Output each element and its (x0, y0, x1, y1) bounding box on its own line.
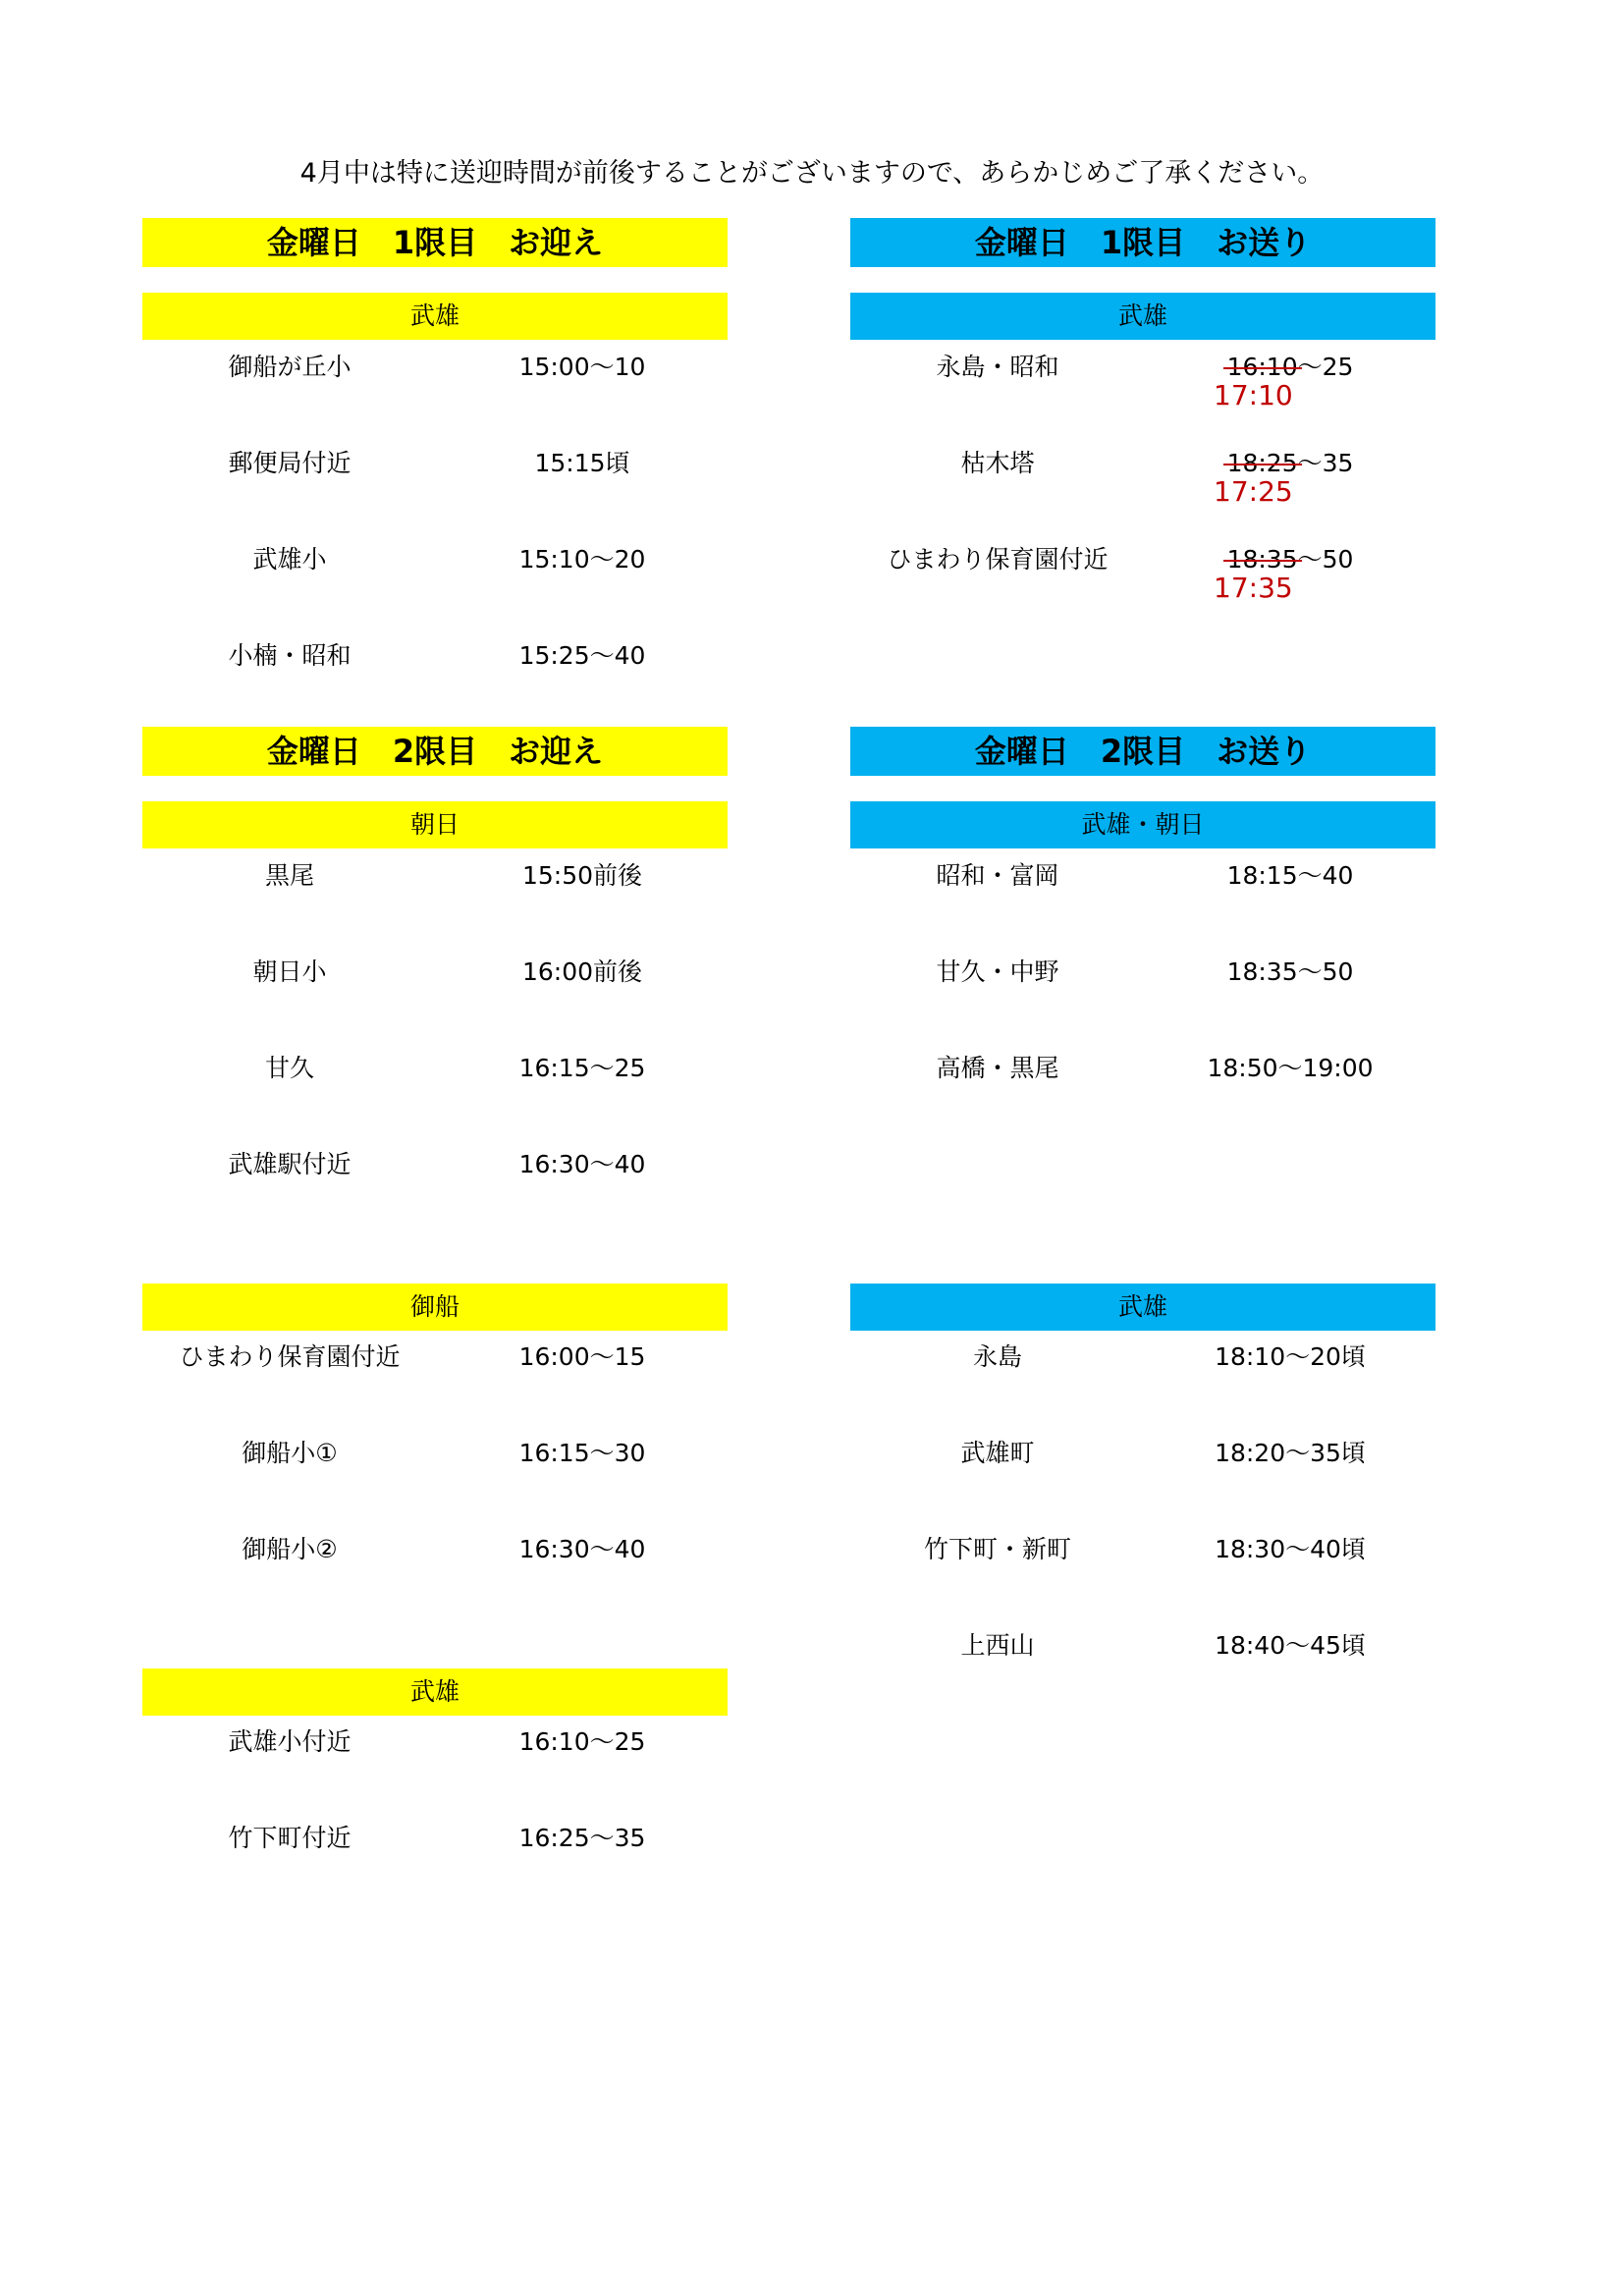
schedule-row (142, 444, 728, 483)
schedule-row (850, 856, 1435, 896)
stop-name: 御船小② (242, 1535, 338, 1563)
stop-name: ひまわり保育園付近 (887, 545, 1109, 574)
stop-name: 武雄駅付近 (228, 1150, 352, 1178)
stop-time: 18:40〜45頃 (1215, 1631, 1366, 1660)
schedule-row (850, 953, 1435, 992)
schedule-row (850, 1338, 1435, 1377)
schedule-row (850, 1049, 1435, 1088)
stop-time: 18:35〜50 (1226, 957, 1354, 986)
corrected-time: 17:35 (1214, 572, 1293, 604)
schedule-row (850, 444, 1435, 508)
stop-name: 武雄町 (960, 1439, 1035, 1467)
schedule-row (850, 348, 1435, 411)
stop-name: 武雄小付近 (228, 1727, 352, 1756)
schedule-row (850, 1530, 1435, 1569)
stop-name: 甘久・中野 (936, 957, 1059, 986)
period2-dropoff-area-takeo-asahi: 武雄・朝日 (850, 801, 1435, 848)
stop-time: 15:50前後 (521, 861, 643, 890)
schedule-row (850, 1434, 1435, 1473)
stop-name: 御船小① (242, 1439, 338, 1467)
schedule-row (142, 1145, 728, 1184)
stop-time: 15:25〜40 (518, 641, 646, 670)
stop-time: 16:00前後 (521, 957, 643, 986)
stop-name: 昭和・富岡 (936, 861, 1059, 890)
stop-time (1145, 540, 1435, 575)
schedule-row (142, 1819, 728, 1858)
stop-name: 竹下町付近 (228, 1824, 352, 1852)
stop-name: 小楠・昭和 (228, 641, 352, 670)
friday-period1-pickup-title: 金曜日 1限目 お迎え (142, 218, 728, 267)
stop-time: 16:15〜30 (518, 1439, 646, 1467)
period1-dropoff-area-takeo: 武雄 (850, 293, 1435, 340)
schedule-row (142, 348, 728, 387)
schedule-row (142, 540, 728, 579)
stop-name: 枯木塔 (960, 449, 1035, 477)
schedule-row (142, 1338, 728, 1377)
corrected-time: 17:10 (1214, 379, 1293, 411)
corrected-time: 17:25 (1214, 475, 1293, 508)
stop-name: 郵便局付近 (228, 449, 352, 477)
struck-old-time: 16:10 (1226, 353, 1298, 381)
stop-name: 竹下町・新町 (923, 1535, 1071, 1563)
period2-dropoff-area-takeo: 武雄 (850, 1284, 1435, 1331)
stop-name: 朝日小 (252, 957, 327, 986)
schedule-row (142, 953, 728, 992)
time-range-end: 〜25 (1297, 353, 1354, 381)
period2-pickup-area-mifune: 御船 (142, 1284, 728, 1331)
stop-name: 御船が丘小 (228, 353, 352, 381)
schedule-row (142, 1530, 728, 1569)
schedule-row (142, 1722, 728, 1762)
notice-text: 4月中は特に送迎時間が前後することがございますので、あらかじめご了承ください。 (299, 158, 1325, 189)
friday-period2-pickup-title: 金曜日 2限目 お迎え (142, 727, 728, 776)
stop-name: 甘久 (264, 1054, 314, 1082)
stop-name: 上西山 (960, 1631, 1035, 1660)
stop-name: 永島 (972, 1342, 1022, 1371)
stop-time: 16:30〜40 (518, 1150, 646, 1178)
time-range-end: 〜50 (1297, 545, 1354, 574)
period2-pickup-area-takeo: 武雄 (142, 1668, 728, 1716)
stop-name: 永島・昭和 (936, 353, 1059, 381)
schedule-row (142, 636, 728, 676)
stop-time: 15:10〜20 (518, 545, 646, 574)
struck-old-time: 18:25 (1226, 449, 1298, 477)
stop-name: ひまわり保育園付近 (179, 1342, 401, 1371)
friday-period1-dropoff-title: 金曜日 1限目 お送り (850, 218, 1435, 267)
stop-name: 武雄小 (252, 545, 327, 574)
time-range-end: 〜35 (1297, 449, 1354, 477)
stop-time: 16:10〜25 (518, 1727, 646, 1756)
friday-period2-dropoff-title: 金曜日 2限目 お送り (850, 727, 1435, 776)
stop-name: 黒尾 (264, 861, 314, 890)
stop-time: 15:00〜10 (518, 353, 646, 381)
schedule-row (142, 856, 728, 896)
stop-time: 18:15〜40 (1226, 861, 1354, 890)
stop-time: 15:15頃 (534, 449, 630, 477)
stop-time: 18:20〜35頃 (1215, 1439, 1366, 1467)
period1-pickup-area-takeo: 武雄 (142, 293, 728, 340)
stop-time: 18:10〜20頃 (1215, 1342, 1366, 1371)
stop-time: 16:25〜35 (518, 1824, 646, 1852)
schedule-row (850, 540, 1435, 604)
schedule-row (850, 1626, 1435, 1666)
stop-name: 高橋・黒尾 (936, 1054, 1059, 1082)
stop-time (1145, 444, 1435, 479)
stop-time: 18:50〜19:00 (1207, 1054, 1374, 1082)
schedule-row (142, 1434, 728, 1473)
struck-old-time: 18:35 (1226, 545, 1298, 574)
period2-pickup-area-asahi: 朝日 (142, 801, 728, 848)
stop-time: 16:00〜15 (518, 1342, 646, 1371)
stop-time: 16:30〜40 (518, 1535, 646, 1563)
stop-time: 16:15〜25 (518, 1054, 646, 1082)
stop-time (1145, 348, 1435, 383)
schedule-row (142, 1049, 728, 1088)
stop-time: 18:30〜40頃 (1215, 1535, 1366, 1563)
